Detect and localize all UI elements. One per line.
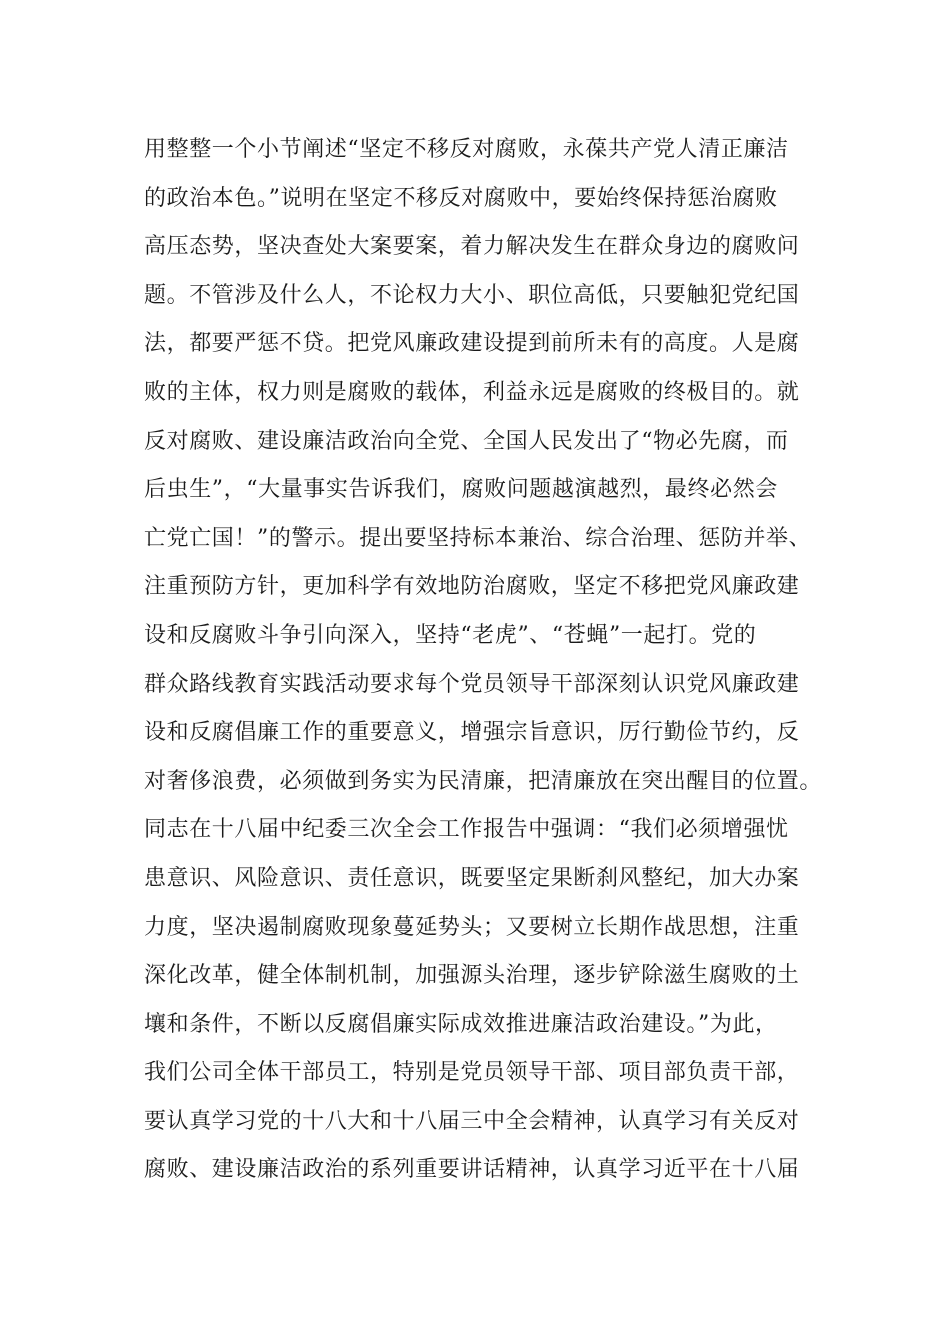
text-line: 亡党亡国！”的警示。提出要坚持标本兼治、综合治理、惩防并举、 [144,525,812,551]
text-line: 同志在十八届中纪委三次全会工作报告中强调：“我们必须增强忧 [144,817,789,843]
text-line: 腐败、建设廉洁政治的系列重要讲话精神，认真学习近平在十八届 [144,1157,800,1183]
text-line: 法，都要严惩不贷。把党风廉政建设提到前所未有的高度。人是腐 [144,331,800,357]
text-line: 败的主体，权力则是腐败的载体，利益永远是腐败的终极目的。就 [144,379,800,405]
text-line: 力度，坚决遏制腐败现象蔓延势头；又要树立长期作战思想，注重 [144,914,800,940]
text-line: 要认真学习党的十八大和十八届三中全会精神，认真学习有关反对 [144,1108,800,1134]
text-line: 群众路线教育实践活动要求每个党员领导干部深刻认识党风廉政建 [144,671,800,697]
text-line: 后虫生”，“大量事实告诉我们，腐败问题越演越烈，最终必然会 [144,477,778,503]
text-line: 我们公司全体干部员工，特别是党员领导干部、项目部负责干部， [144,1060,800,1086]
text-line: 题。不管涉及什么人，不论权力大小、职位高低，只要触犯党纪国 [144,282,800,308]
text-line: 用整整一个小节阐述“坚定不移反对腐败，永葆共产党人清正廉洁 [144,137,789,162]
text-line: 深化改革，健全体制机制，加强源头治理，逐步铲除滋生腐败的土 [144,963,800,989]
text-line: 设和反腐倡廉工作的重要意义，增强宗旨意识，厉行勤俭节约，反 [144,720,800,746]
text-line: 患意识、风险意识、责任意识，既要坚定果断刹风整纪，加大办案 [144,865,800,891]
text-line: 对奢侈浪费，必须做到务实为民清廉，把清廉放在突出醒目的位置。 [144,768,823,794]
text-line: 壤和条件，不断以反腐倡廉实际成效推进廉洁政治建设。”为此， [144,1011,778,1037]
text-line: 反对腐败、建设廉洁政治向全党、全国人民发出了“物必先腐，而 [144,428,789,454]
text-line: 注重预防方针，更加科学有效地防治腐败，坚定不移把党风廉政建 [144,574,800,600]
body-paragraph [144,126,823,1195]
text-line: 设和反腐败斗争引向深入，坚持“老虎”、“苍蝇”一起打。党的 [144,622,757,648]
text-line: 的政治本色。”说明在坚定不移反对腐败中，要始终保持惩治腐败 [144,185,778,211]
text-line: 高压态势，坚决查处大案要案，着力解决发生在群众身边的腐败问 [144,234,800,260]
